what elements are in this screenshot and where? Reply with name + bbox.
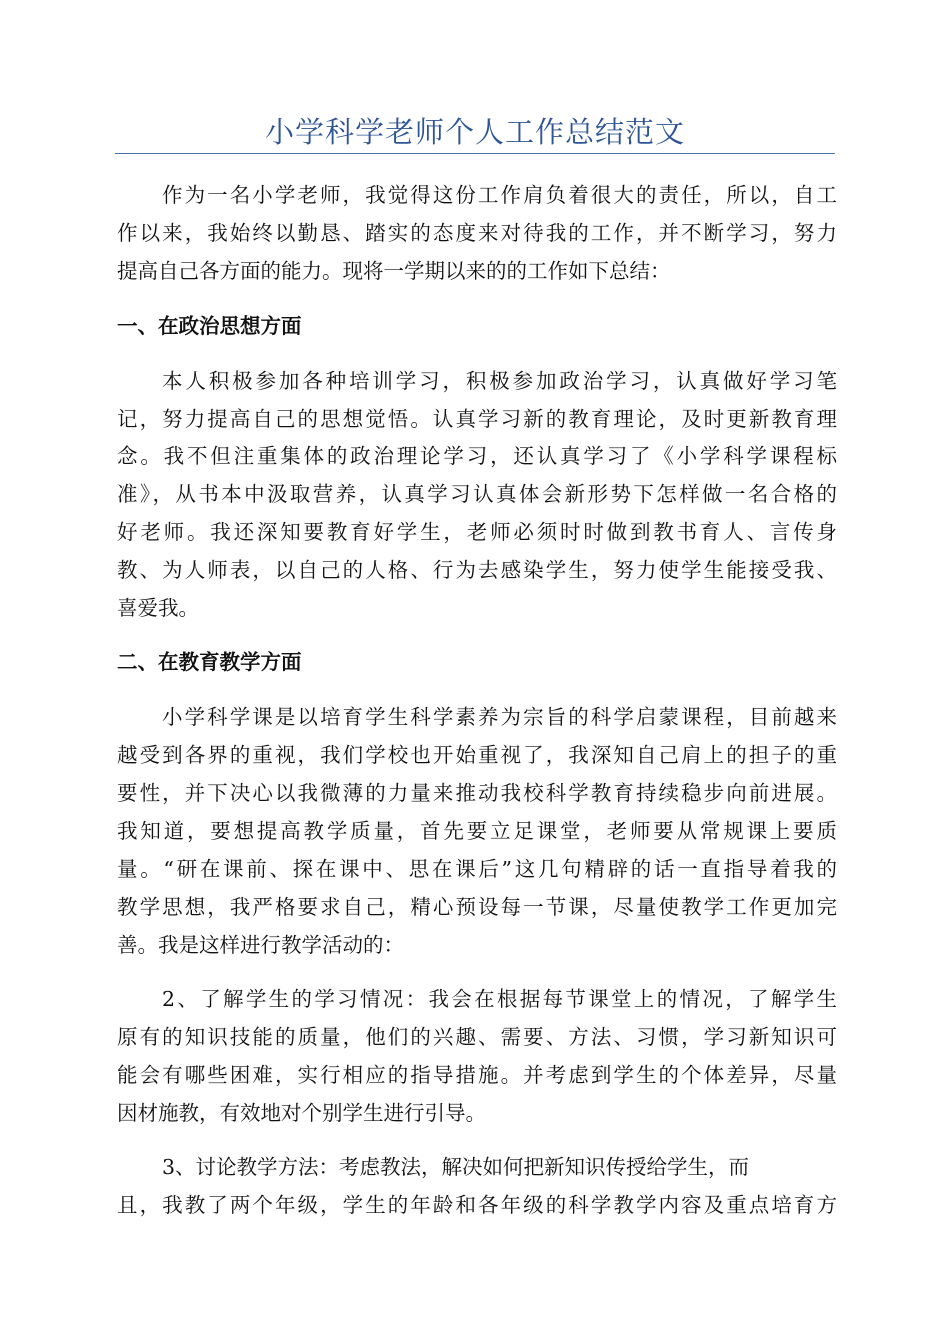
paragraph-line: 喜爱我。 (117, 596, 199, 620)
paragraph-line: 要性，并下决心以我微薄的力量来推动我校科学教育持续稳步向前进展。 (117, 781, 837, 805)
paragraph-line: 因材施教，有效地对个别学生进行引导。 (117, 1101, 486, 1125)
paragraph-line: 3、讨论教学方法：考虑教法，解决如何把新知识传授给学生，而 (162, 1155, 750, 1179)
document-title: 小学科学老师个人工作总结范文 (264, 115, 685, 149)
paragraph-line: 量。“研在课前、探在课中、思在课后”这几句精辟的话一直指导着我的 (117, 857, 837, 881)
title-underline (115, 153, 835, 154)
paragraph-line: 作为一名小学老师，我觉得这份工作肩负着很大的责任，所以，自工 (162, 183, 837, 207)
paragraph-line: 提高自己各方面的能力。现将一学期以来的的工作如下总结： (117, 259, 671, 283)
paragraph-line: 作以来，我始终以勤恳、踏实的态度来对待我的工作，并不断学习，努力 (117, 221, 837, 245)
paragraph-line: 且，我教了两个年级，学生的年龄和各年级的科学教学内容及重点培育方 (117, 1193, 837, 1217)
paragraph-line: 越受到各界的重视，我们学校也开始重视了，我深知自己肩上的担子的重 (117, 743, 837, 767)
paragraph-line: 准》，从书本中汲取营养，认真学习认真体会新形势下怎样做一名合格的 (117, 482, 837, 506)
section-heading: 一、在政治思想方面 (117, 314, 302, 338)
paragraph-line: 教学思想，我严格要求自己，精心预设每一节课，尽量使教学工作更加完 (117, 895, 837, 919)
paragraph-line: 教、为人师表，以自己的人格、行为去感染学生，努力使学生能接受我、 (117, 558, 837, 582)
paragraph-line: 记，努力提高自己的思想觉悟。认真学习新的教育理论，及时更新教育理 (117, 407, 837, 431)
paragraph-line: 2、了解学生的学习情况：我会在根据每节课堂上的情况，了解学生 (162, 987, 837, 1011)
paragraph-line: 小学科学课是以培育学生科学素养为宗旨的科学启蒙课程，目前越来 (162, 705, 837, 729)
paragraph-line: 本人积极参加各种培训学习，积极参加政治学习，认真做好学习笔 (162, 369, 837, 393)
paragraph-line: 好老师。我还深知要教育好学生，老师必须时时做到教书育人、言传身 (117, 520, 837, 544)
paragraph-line: 念。我不但注重集体的政治理论学习，还认真学习了《小学科学课程标 (117, 444, 837, 468)
paragraph-line: 善。我是这样进行教学活动的： (117, 933, 404, 957)
section-heading: 二、在教育教学方面 (117, 650, 302, 674)
paragraph-line: 能会有哪些困难，实行相应的指导措施。并考虑到学生的个体差异，尽量 (117, 1063, 837, 1087)
paragraph-line: 原有的知识技能的质量，他们的兴趣、需要、方法、习惯，学习新知识可 (117, 1025, 837, 1049)
paragraph-line: 我知道，要想提高教学质量，首先要立足课堂，老师要从常规课上要质 (117, 819, 837, 843)
